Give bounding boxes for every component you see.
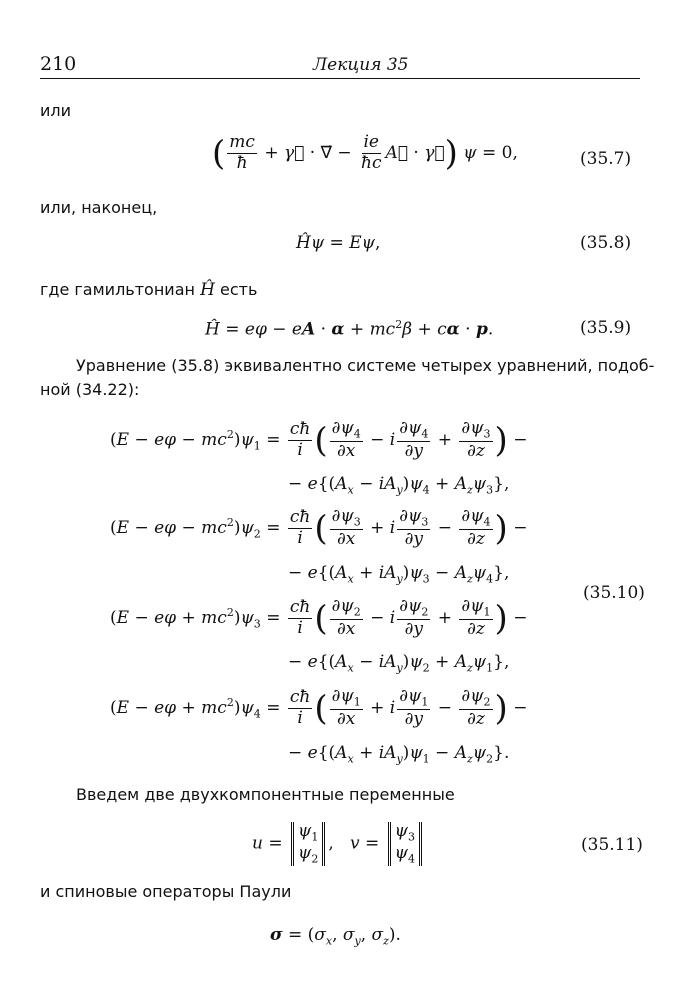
equation-number-35-10: (35.10) bbox=[583, 583, 645, 603]
text-ili: или bbox=[40, 101, 72, 120]
header-rule bbox=[40, 78, 640, 79]
equation-sigma: $\sigma = (\sigma_x$, $\sigma_y$, $\sigma_z$). bbox=[270, 925, 401, 948]
equation-35-11: u = $\psi_1$ $\psi_2$ , v = $\psi_3$ $\psi_4$ bbox=[252, 822, 425, 866]
text-est: есть bbox=[219, 280, 258, 299]
equation-number-35-11: (35.11) bbox=[581, 835, 643, 855]
paragraph-line-2: ной (34.22): bbox=[40, 380, 140, 399]
text-gde: где гамильтониан bbox=[40, 280, 195, 299]
system-eq-4b: − $e\{(A_x + iA_y)\psi_1 - A_z\psi_2\}$. bbox=[288, 743, 510, 766]
system-eq-2a: $(E - e\varphi - mc^2)\psi_2$ = $\frac{cħ}{i}$ ( $\frac{\partial\psi_3}{\partial x}$ + i $\frac{\partial\psi_3}{\partial y}$ − $\frac{\partial\psi_4}{\partial z}$ ) − bbox=[110, 506, 528, 549]
text-ili-nakonets: или, наконец, bbox=[40, 198, 158, 217]
equation-number-35-8: (35.8) bbox=[580, 233, 632, 253]
equation-35-9: Ĥ = eφ − eA · $\alpha + mc^2\beta + c\alpha \cdot p$. bbox=[205, 318, 494, 340]
text-spin-operators: и спиновые операторы Паули bbox=[40, 882, 292, 901]
text-vvedem: Введем две двухкомпонентные переменные bbox=[76, 785, 455, 804]
equation-number-35-7: (35.7) bbox=[580, 149, 632, 169]
equation-number-35-9: (35.9) bbox=[580, 318, 632, 338]
paragraph-line-1: Уравнение (35.8) эквивалентно системе четырех уравнений, подоб- bbox=[76, 356, 655, 375]
text-hamiltonian-line: где гамильтониан Ĥ есть bbox=[40, 280, 258, 300]
system-eq-3a: $(E - e\varphi + mc^2)\psi_3$ = $\frac{cħ}{i}$ ( $\frac{\partial\psi_2}{\partial x}$ − i $\frac{\partial\psi_2}{\partial y}$ + $\frac{\partial\psi_1}{\partial z}$ ) − bbox=[110, 596, 528, 639]
system-eq-1b: − $e\{(A_x - iA_y)\psi_4 + A_z\psi_3\}$, bbox=[288, 474, 510, 497]
system-eq-1a: $(E - e\varphi - mc^2)\psi_1$ = $\frac{cħ}{i}$ ( $\frac{\partial\psi_4}{\partial x}$ − i $\frac{\partial\psi_4}{\partial y}$ + $\frac{\partial\psi_3}{\partial z}$ ) − bbox=[110, 418, 528, 461]
system-eq-2b: − $e\{(A_x + iA_y)\psi_3 - A_z\psi_4\}$, bbox=[288, 563, 510, 586]
equation-35-7: ( $\frac{mc}{ħ}$ + γ⃗ · ∇⃗ − $\frac{ie}{ħc}$ A⃗ · γ⃗) ψ = 0, bbox=[212, 132, 518, 174]
running-head-title: Лекция 35 bbox=[313, 55, 409, 75]
page-number: 210 bbox=[40, 53, 77, 75]
system-eq-4a: $(E - e\varphi + mc^2)\psi_4$ = $\frac{cħ}{i}$ ( $\frac{\partial\psi_1}{\partial x}$ + i $\frac{\partial\psi_1}{\partial y}$ − $\frac{\partial\psi_2}{\partial z}$ ) − bbox=[110, 686, 528, 729]
system-eq-3b: − $e\{(A_x - iA_y)\psi_2 + A_z\psi_1\}$, bbox=[288, 652, 510, 675]
equation-35-8: Ĥψ = Eψ, bbox=[296, 233, 381, 253]
